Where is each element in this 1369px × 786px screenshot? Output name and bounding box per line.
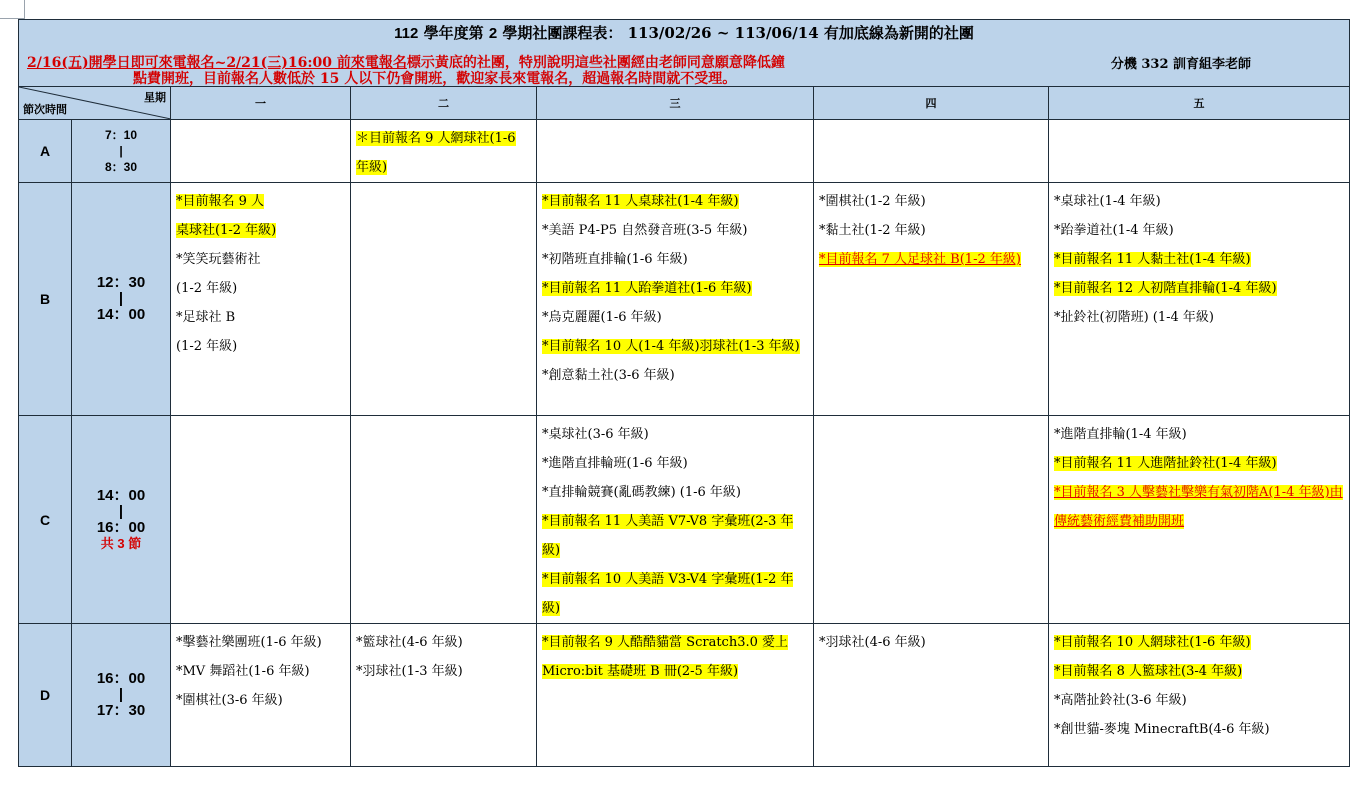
title-semester: 2: [488, 25, 498, 42]
time-separator: |: [118, 686, 124, 703]
notice-line1: 標示黃底的社團，特別說明這些社團經由老師同意願意降低鐘: [406, 55, 785, 71]
club-item-text: *烏克麗麗(1-6 年級): [542, 310, 662, 325]
club-item-text: *跆拳道社(1-4 年級): [1054, 223, 1174, 238]
schedule-row-d: [19, 624, 1350, 767]
club-item: [176, 216, 346, 245]
club-item-text: *初階班直排輪(1-6 年級): [542, 252, 688, 267]
club-item: [1054, 628, 1345, 657]
club-item-text: *目前報名 11 人美語 V7-V8 字彙班(2-3 年級): [542, 514, 794, 558]
schedule-header: [19, 20, 1350, 87]
club-item: [542, 478, 809, 507]
club-schedule-table: [18, 19, 1350, 767]
club-item-text: *目前報名 9 人酷酷貓當 Scratch3.0 愛上 Micro:bit 基礎班 B 冊(2-5 年級): [542, 635, 789, 679]
club-item: [1054, 303, 1345, 332]
club-item: [542, 565, 809, 623]
day-header-mon: 一: [171, 87, 351, 120]
club-item: [542, 507, 809, 565]
time-separator: |: [118, 502, 124, 520]
corner-header: [19, 87, 171, 120]
cell-b-thu: [814, 183, 1049, 416]
contact-extension: 分機 332 訓育組李老師: [1110, 57, 1252, 72]
period-label-cell: A: [19, 120, 72, 183]
club-item: [1054, 420, 1345, 449]
club-item: [176, 303, 346, 332]
club-item: [542, 628, 809, 686]
club-item: [176, 657, 346, 686]
page-corner-mark: [0, 0, 25, 19]
title-year: 112: [394, 25, 419, 42]
time-range-cell: [72, 416, 171, 624]
day-header-tue: 二: [351, 87, 537, 120]
club-item-text: *MV 舞蹈社(1-6 年級): [176, 664, 310, 679]
day-header-fri: 五: [1049, 87, 1350, 120]
club-item-text: *目前報名 3 人擊藝社擊樂有氣初階A(1-4 年級)由傳統藝術經費補助開班: [1054, 485, 1343, 529]
club-item: [1054, 686, 1345, 715]
club-item: [176, 245, 346, 274]
period-label-cell: C: [19, 416, 72, 624]
cell-d-mon: [171, 624, 351, 767]
cell-c-tue: [351, 416, 537, 624]
club-item-text: *籃球社(4-6 年級): [356, 635, 463, 650]
cell-d-thu: [814, 624, 1049, 767]
club-item-text: *桌球社(1-4 年級): [1054, 194, 1161, 209]
cell-b-mon: [171, 183, 351, 416]
club-item: [176, 628, 346, 657]
club-item: [356, 628, 532, 657]
club-item-text: *進階直排輪(1-4 年級): [1054, 427, 1187, 442]
period-label: 節次時間: [23, 103, 67, 116]
cell-a-tue: [351, 120, 537, 183]
cell-b-tue: [351, 183, 537, 416]
cell-b-fri: [1049, 183, 1350, 416]
club-item: [1054, 187, 1345, 216]
club-item-text: *創世貓-麥塊 MinecraftB(4-6 年級): [1054, 722, 1270, 737]
cell-c-fri: [1049, 416, 1350, 624]
club-item: [819, 216, 1044, 245]
day-header-thu: 四: [814, 87, 1049, 120]
club-item-text: *目前報名 11 人進階扯鈴社(1-4 年級): [1054, 456, 1277, 471]
cell-d-wed: [537, 624, 814, 767]
club-item: [542, 274, 809, 303]
cell-c-thu: [814, 416, 1049, 624]
cell-c-mon: [171, 416, 351, 624]
club-item-text: *目前報名 8 人籃球社(3-4 年級): [1054, 664, 1243, 679]
club-item: [819, 187, 1044, 216]
notice-line2: 點費開班，目前報名人數低於 15 人以下仍會開班，歡迎家長來電報名，超過報名時間就不受理。: [133, 71, 737, 87]
cell-d-fri: [1049, 624, 1350, 767]
weekday-label: 星期: [144, 91, 166, 104]
notice-deadline: 2/16(五)開學日即可來電報名~2/21(三)16:00 前來電報名: [27, 55, 407, 71]
club-item: [1054, 274, 1345, 303]
time-end: 8：30: [104, 160, 138, 174]
time-end: 14：00: [96, 306, 146, 323]
time-range-cell: [72, 183, 171, 416]
club-item-text: *進階直排輪班(1-6 年級): [542, 456, 688, 471]
club-item: [542, 303, 809, 332]
time-range-cell: [72, 624, 171, 767]
club-item: [176, 686, 346, 715]
club-item-text: *擊藝社樂團班(1-6 年級): [176, 635, 322, 650]
club-item-text: *高階扯鈴社(3-6 年級): [1054, 693, 1187, 708]
time-separator: |: [119, 144, 123, 158]
schedule-row-c: [19, 416, 1350, 624]
page-title: [19, 20, 1349, 43]
club-item: [356, 657, 532, 686]
schedule-row-b: [19, 183, 1350, 416]
club-item: [1054, 478, 1345, 536]
club-item-text: *扯鈴社(初階班) (1-4 年級): [1054, 310, 1214, 325]
club-item-text: (1-2 年級): [176, 281, 238, 296]
club-item-text: *目前報名 7 人足球社 B(1-2 年級): [819, 252, 1021, 267]
club-item: [1054, 715, 1345, 744]
club-item: [819, 245, 1044, 274]
club-item: [356, 124, 532, 182]
club-item: [1054, 449, 1345, 478]
cell-a-wed: [537, 120, 814, 183]
club-item-text: *目前報名 9 人: [176, 194, 265, 209]
day-header-wed: 三: [537, 87, 814, 120]
club-item-text: *目前報名 11 人黏土社(1-4 年級): [1054, 252, 1251, 267]
time-range-cell: [72, 120, 171, 183]
cell-b-wed: [537, 183, 814, 416]
club-item: [1054, 245, 1345, 274]
time-end: 16：00: [96, 518, 146, 536]
club-item-text: *圍棋社(3-6 年級): [176, 693, 283, 708]
club-item: [542, 449, 809, 478]
time-start: 14：00: [96, 486, 146, 504]
club-item-text: *目前報名 11 人跆拳道社(1-6 年級): [542, 281, 752, 296]
time-start: 16：00: [96, 670, 146, 687]
cell-a-fri: [1049, 120, 1350, 183]
club-item-text: (1-2 年級): [176, 339, 238, 354]
session-count: 共 3 節: [100, 535, 142, 551]
club-item-text: *桌球社(3-6 年級): [542, 427, 649, 442]
club-item: [176, 274, 346, 303]
club-item: [819, 628, 1044, 657]
cell-a-mon: [171, 120, 351, 183]
club-item-text: *圍棋社(1-2 年級): [819, 194, 926, 209]
club-item-text: *目前報名 10 人網球社(1-6 年級): [1054, 635, 1251, 650]
club-item-text: *創意黏土社(3-6 年級): [542, 368, 675, 383]
club-item-text: *足球社 B: [176, 310, 236, 325]
time-separator: |: [118, 290, 124, 307]
club-item: [542, 187, 809, 216]
club-item-text: *直排輪競賽(亂碼教練) (1-6 年級): [542, 485, 741, 500]
club-item: [542, 216, 809, 245]
club-item: [542, 332, 809, 361]
title-text-a: 學年度第: [418, 24, 489, 42]
club-item-text: *羽球社(1-3 年級): [356, 664, 463, 679]
time-start: 12：30: [96, 274, 146, 291]
club-item-text: *美語 P4-P5 自然發音班(3-5 年級): [542, 223, 748, 238]
club-item-text: *笑笑玩藝術社: [176, 252, 261, 267]
club-item: [1054, 657, 1345, 686]
club-item-text: *目前報名 12 人初階直排輪(1-4 年級): [1054, 281, 1277, 296]
period-label-cell: D: [19, 624, 72, 767]
club-item: [542, 361, 809, 390]
cell-d-tue: [351, 624, 537, 767]
club-item-text: *目前報名 11 人桌球社(1-4 年級): [542, 194, 739, 209]
club-item-text: *目前報名 10 人(1-4 年級)羽球社(1-3 年級): [542, 339, 800, 354]
club-item-text: *目前報名 10 人美語 V3-V4 字彙班(1-2 年級): [542, 572, 794, 616]
club-item-text: *黏土社(1-2 年級): [819, 223, 926, 238]
club-item-text: *羽球社(4-6 年級): [819, 635, 926, 650]
club-item-text: 桌球社(1-2 年級): [176, 223, 277, 238]
period-label-cell: B: [19, 183, 72, 416]
cell-c-wed: [537, 416, 814, 624]
schedule-row-a: [19, 120, 1350, 183]
cell-a-thu: [814, 120, 1049, 183]
registration-notice: [27, 55, 1057, 87]
title-text-b: 學期社團課程表： 113/02/26 ~ 113/06/14 有加底線為新開的社團: [497, 24, 974, 42]
club-item: [176, 187, 346, 216]
club-item: [542, 420, 809, 449]
club-item: [1054, 216, 1345, 245]
club-item-text: ＊目前報名 9 人網球社(1-6 年級): [356, 131, 516, 175]
club-item: [176, 332, 346, 361]
time-end: 17：30: [96, 702, 146, 719]
time-start: 7：10: [104, 128, 138, 142]
club-item: [542, 245, 809, 274]
